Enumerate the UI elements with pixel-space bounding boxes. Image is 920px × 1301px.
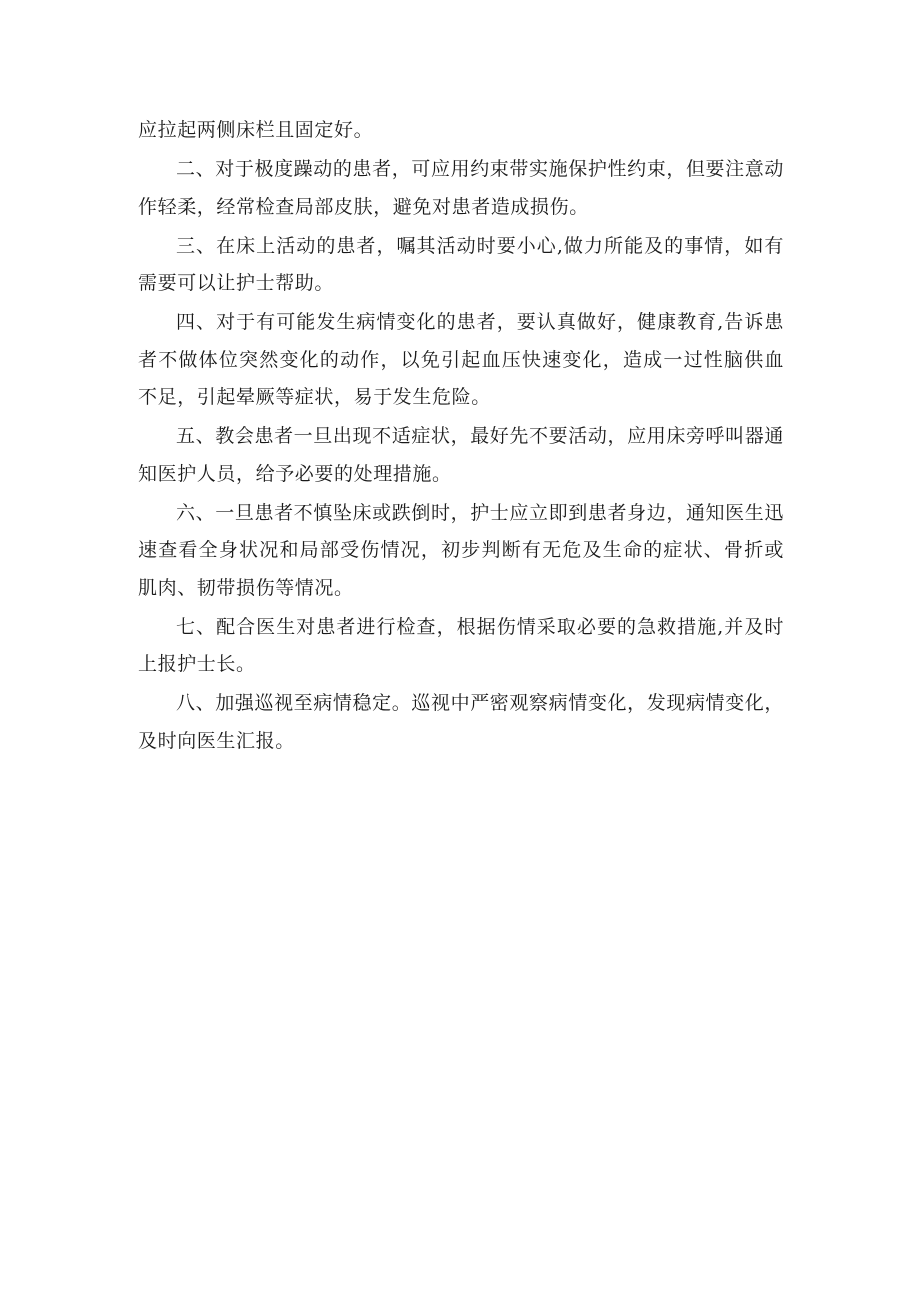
paragraph-item-2: 二、对于极度躁动的患者，可应用约束带实施保护性约束，但要注意动作轻柔，经常检查局部皮肤，避免对患者造成损伤。 bbox=[138, 158, 784, 218]
paragraph-item-6: 六、一旦患者不慎坠床或跌倒时，护士应立即到患者身边，通知医生迅速查看全身状况和局部受伤情况，初步判断有无危及生命的症状、骨折或肌肉、韧带损伤等情况。 bbox=[138, 501, 784, 599]
paragraph-item-3: 三、在床上活动的患者，嘱其活动时要小心,做力所能及的事情，如有需要可以让护士帮助。 bbox=[138, 234, 784, 294]
paragraph-item-5: 五、教会患者一旦出现不适症状，最好先不要活动，应用床旁呼叫器通知医护人员，给予必要的处理措施。 bbox=[138, 425, 784, 485]
paragraph-item-8: 八、加强巡视至病情稳定。巡视中严密观察病情变化，发现病情变化，及时向医生汇报。 bbox=[138, 692, 784, 752]
paragraph-item-4: 四、对于有可能发生病情变化的患者，要认真做好，健康教育,告诉患者不做体位突然变化的动作，以免引起血压快速变化，造成一过性脑供血不足，引起晕厥等症状，易于发生危险。 bbox=[138, 311, 784, 408]
paragraph-item-7: 七、配合医生对患者进行检查，根据伤情采取必要的急救措施,并及时上报护士长。 bbox=[138, 615, 784, 675]
paragraph-continuation: 应拉起两侧床栏且固定好。 bbox=[138, 119, 374, 141]
document-body bbox=[138, 112, 784, 762]
